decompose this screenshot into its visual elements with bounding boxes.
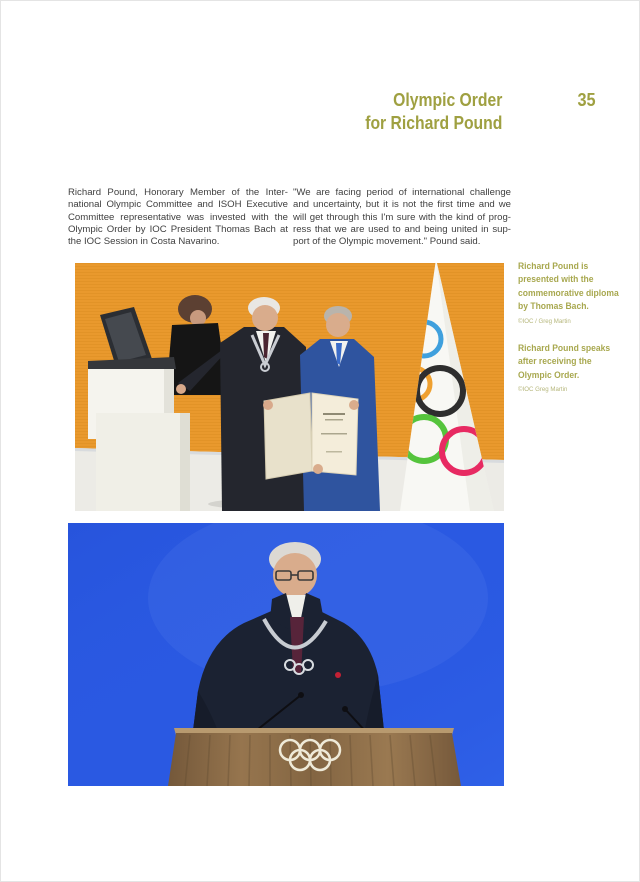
wooden-podium <box>168 728 461 786</box>
page-title-line-1: Olympic Order <box>392 89 502 110</box>
page-title <box>341 88 502 134</box>
photo-olympic-order-presentation <box>68 263 504 511</box>
photo-credit: ©IOC / Greg Martin <box>518 317 571 325</box>
award-ceremony-illustration <box>68 263 504 511</box>
article-column-right: "We are facing period of international challenge and uncertainty, but it is not the first time and we will get through this I'm sure with the kind of prog- ress that we are used to and being united in sup- port of the Olympic movement." Pound said. <box>293 187 511 248</box>
caption-photo-1 <box>518 260 636 326</box>
page-title-line-2: for Richard Pound <box>364 112 502 133</box>
speech-illustration <box>68 523 504 786</box>
page-number: 35 <box>577 89 596 110</box>
photo-credit: ©IOC Greg Martin <box>518 386 568 394</box>
caption-text: Richard Pound speaks after receiving the Olympic Order. <box>518 343 611 381</box>
caption-text: Richard Pound is presented with the commemorative diploma by Thomas Bach. <box>518 261 619 313</box>
photo-pound-speech <box>68 523 504 786</box>
article-column-left: Richard Pound, Honorary Member of the Inter- national Olympic Committee and ISOH Executive Committee representative was invested with the Olympic Order by IOC President Thomas Bach at the IOC Session in Costa Navarino. <box>68 187 288 248</box>
maple-leaf-pin <box>335 672 341 678</box>
caption-photo-2 <box>518 342 636 394</box>
